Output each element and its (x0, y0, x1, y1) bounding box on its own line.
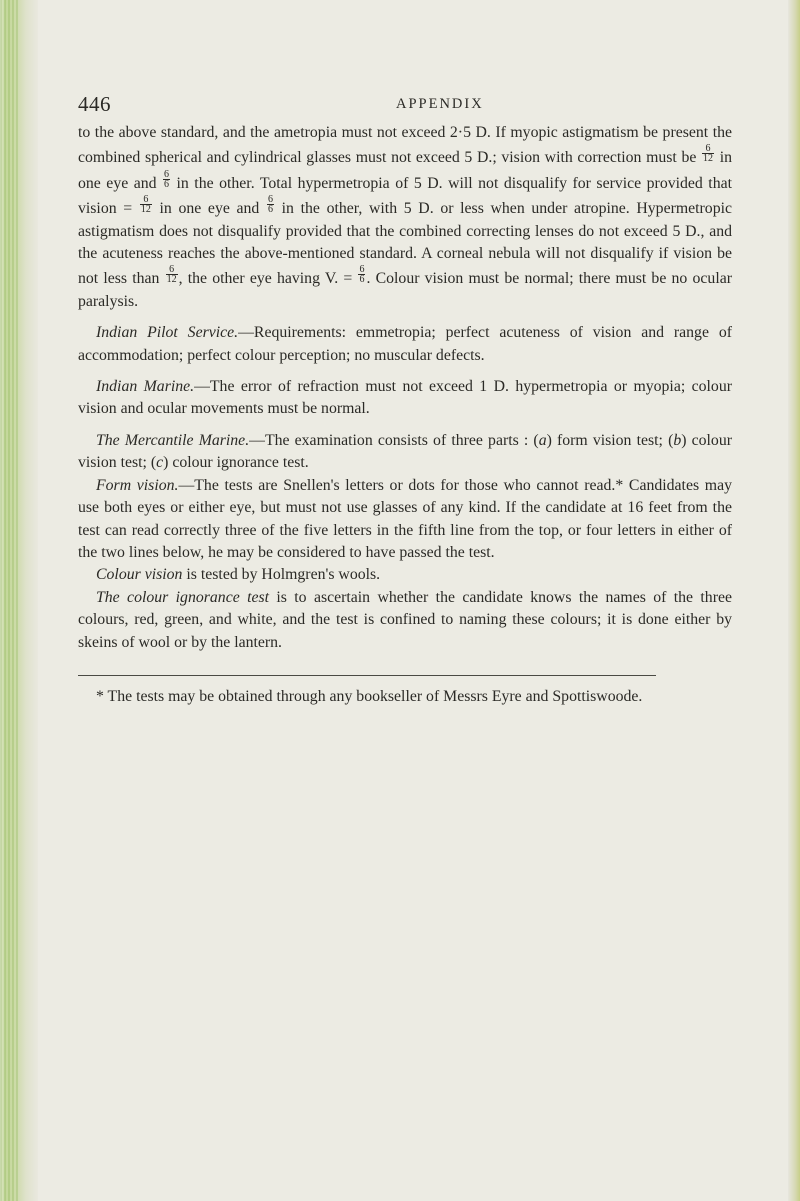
fraction-6-12: $\frac{6}{12}$ (166, 264, 177, 286)
section-heading: Indian Marine. (96, 378, 195, 396)
running-head: APPENDIX (396, 96, 484, 112)
footnote-rule (78, 675, 656, 676)
paragraph-colour-vision: Colour vision is tested by Holmgren's wools. (96, 566, 381, 584)
paragraph-mercantile-marine: The Mercantile Marine.—The examination consists of three parts : (a) form vision test; (b) colour vision test; (c) colour ignorance test. (78, 431, 732, 472)
paragraph-ametropia-standard: to the above standard, and the ametropia must not exceed 2·5 D. If myopic astigmatism be present the combined spherical and cylindrical glasses must not exceed 5 D.; vision with correction must be $\frac{6}{12}$ in one eye and $\frac{6}{6}$ in the other. Total hypermetropia of 5 D. will not disqualify for service provided that vision = $\frac{6}{12}$ in one eye and $\frac{6}{6}$ in the other, with 5 D. or less when under atropine. Hypermetropic astigmatism does not disqualify provided that the combined correcting lenses do not exceed 5 D., and the acuteness reaches the above-mentioned standard. A corneal nebula will not disqualify if vision be not less than $\frac{6}{12}$ , the other eye having V. = $\frac{6}{6}$ . Colour vision must be normal; there must be no ocular paralysis. (78, 124, 732, 310)
paragraph-form-vision: Form vision.—The tests are Snellen's letters or dots for those who cannot read.* Candidates may use both eyes or either eye, but must not use glasses of any kind. If the candidate at 16 feet from the test can read correctly three of the five letters in the fifth line from the top, or four letters in either of the two lines below, he may be considered to have passed the test. (78, 476, 732, 561)
book-binding-edge (0, 0, 38, 1201)
footnote: * The tests may be obtained through any bookseller of Messrs Eyre and Spottiswoode. (96, 687, 643, 705)
section-heading: Form vision. (96, 476, 179, 494)
page-right-edge (788, 0, 800, 1201)
fraction-6-6: $\frac{6}{6}$ (359, 264, 365, 286)
section-heading: The colour ignorance test (96, 588, 270, 606)
paragraph-indian-pilot-service: Indian Pilot Service.—Requirements: emmetropia; perfect acuteness of vision and range of accommodation; perfect colour perception; no muscular defects. (78, 324, 732, 364)
paragraph-indian-marine: Indian Marine.—The error of refraction must not exceed 1 D. hypermetropia or myopia; colour vision and ocular movements must be normal. (78, 378, 732, 418)
book-page (78, 92, 732, 708)
fraction-6-6: $\frac{6}{6}$ (164, 168, 170, 190)
section-heading: Indian Pilot Service. (96, 324, 239, 342)
fraction-6-6: $\frac{6}{6}$ (268, 194, 273, 216)
paragraph-colour-ignorance: The colour ignorance test is to ascertain whether the candidate knows the names of the three colours, red, green, and white, and the test is confined to naming these colours; it is done either by skeins of wool or by the lantern. (78, 588, 732, 651)
page-header (78, 92, 732, 122)
page-number: 446 (78, 92, 111, 116)
fraction-6-12: $\frac{6}{12}$ (140, 194, 151, 216)
section-heading: Colour vision (96, 566, 183, 584)
section-heading: The Mercantile Marine. (96, 431, 250, 449)
fraction-6-12: $\frac{6}{12}$ (703, 143, 714, 165)
